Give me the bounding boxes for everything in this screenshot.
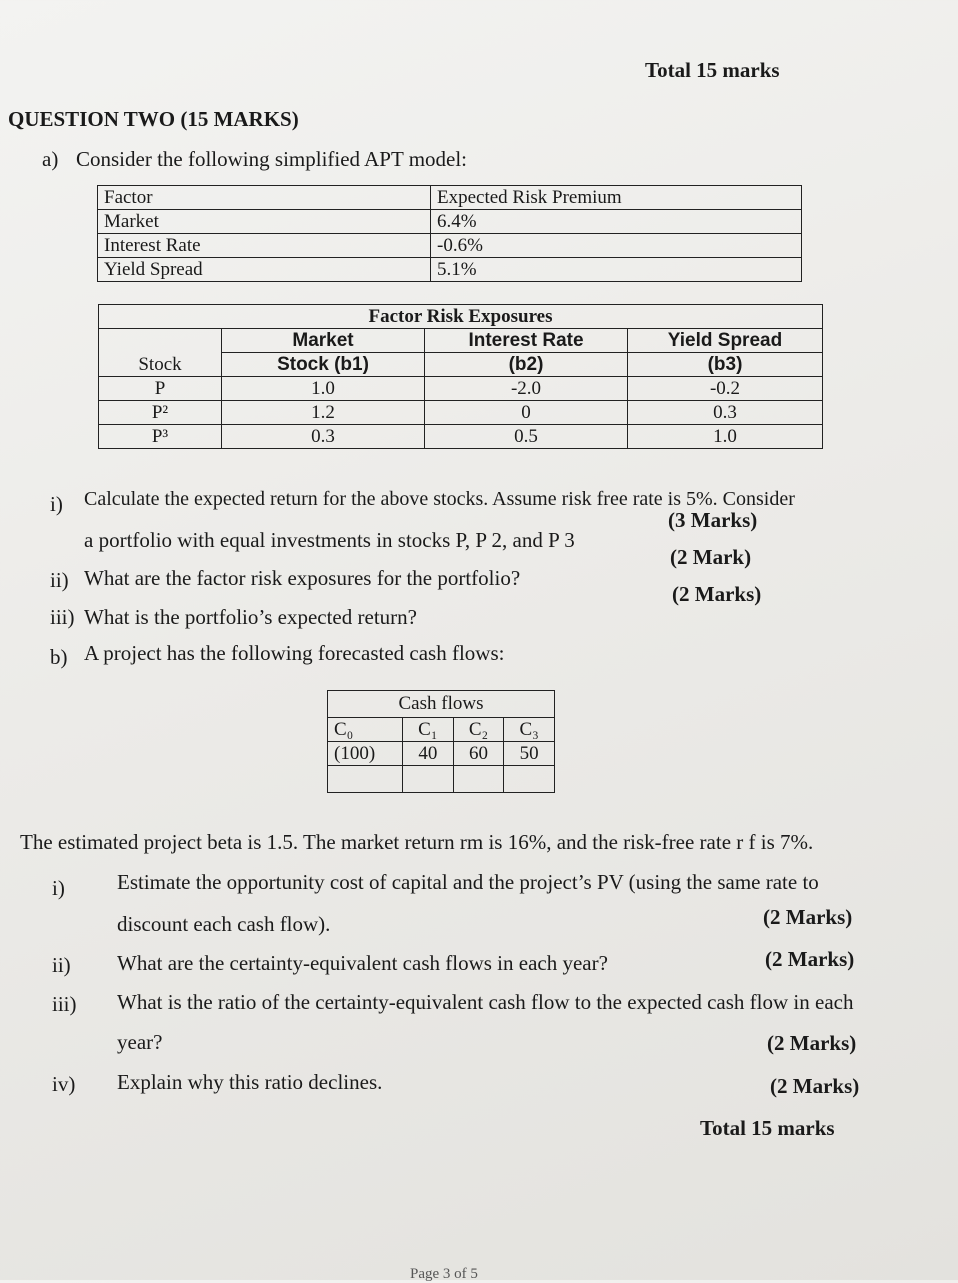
table-cell: 0.3 (628, 401, 823, 425)
table-cell: 1.0 (222, 377, 425, 401)
table-row (328, 718, 555, 742)
q-b-iv-label: iv) (52, 1072, 76, 1096)
table-cell (453, 766, 504, 793)
q-b-i-label: i) (52, 876, 65, 900)
risk-premium-table (97, 185, 802, 282)
q-a-iii-text: What is the portfolio’s expected return? (84, 605, 417, 629)
cash-flows-title: Cash flows (328, 691, 555, 718)
q-b-iii-marks: (2 Marks) (767, 1031, 857, 1055)
col-header-interest: Interest Rate (425, 329, 628, 353)
table-cell: P³ (99, 425, 222, 449)
table-row (99, 425, 823, 449)
table-cell: 5.1% (431, 258, 802, 282)
q-a-i-marks: (3 Marks) (668, 508, 758, 532)
table-cell: Yield Spread (98, 258, 431, 282)
exposure-table-title: Factor Risk Exposures (99, 305, 823, 329)
table-cell: 0.3 (222, 425, 425, 449)
q-a-i-line1: Calculate the expected return for the above stocks. Assume risk free rate is 5%. Consider (84, 488, 795, 510)
table-header-cell: Expected Risk Premium (431, 186, 802, 210)
q-b-i-line2: discount each cash flow). (117, 912, 331, 936)
table-cell (403, 766, 454, 793)
q-b-iv-line1: Explain why this ratio declines. (117, 1070, 383, 1094)
table-row (99, 377, 823, 401)
q-b-iii-line2: year? (117, 1030, 163, 1054)
part-b-intro: A project has the following forecasted cash flows: (84, 641, 505, 665)
part-b-statement: The estimated project beta is 1.5. The market return rm is 16%, and the risk-free rate r f is 7%. (20, 830, 814, 854)
q-a-iii-marks: (2 Marks) (672, 582, 762, 606)
table-row (98, 210, 802, 234)
table-header-cell: Factor (98, 186, 431, 210)
page-number: Page 3 of 5 (410, 1266, 478, 1282)
table-cell: (100) (328, 742, 403, 766)
part-b-label: b) (50, 645, 68, 669)
col-subheader-market: Stock (b1) (222, 353, 425, 377)
table-row (328, 742, 555, 766)
q-b-iv-marks: (2 Marks) (770, 1074, 860, 1098)
q-a-ii-marks: (2 Mark) (670, 545, 752, 569)
table-cell: P² (99, 401, 222, 425)
q-b-i-marks: (2 Marks) (763, 905, 853, 929)
table-cell: 50 (504, 742, 555, 766)
table-cell: 1.0 (628, 425, 823, 449)
table-header-cell: C₂ (453, 718, 504, 742)
col-header-yield: Yield Spread (628, 329, 823, 353)
q-a-ii-text: What are the factor risk exposures for the portfolio? (84, 566, 521, 590)
col-subheader-interest: (b2) (425, 353, 628, 377)
table-row (98, 258, 802, 282)
table-cell: P (99, 377, 222, 401)
part-a-label: a) (42, 147, 59, 171)
table-header-cell: C₁ (403, 718, 454, 742)
q-b-i-line1: Estimate the opportunity cost of capital and the project’s PV (using the same rate to (117, 870, 819, 894)
table-row (328, 766, 555, 793)
table-row (99, 329, 823, 353)
part-a-intro: Consider the following simplified APT model: (76, 147, 468, 171)
table-cell: 60 (453, 742, 504, 766)
q-b-iii-line1: What is the ratio of the certainty-equivalent cash flow to the expected cash flow in each (117, 990, 854, 1014)
table-cell: -0.6% (431, 234, 802, 258)
table-cell (328, 766, 403, 793)
col-header-market: Market (222, 329, 425, 353)
question-title: QUESTION TWO (15 MARKS) (8, 107, 299, 131)
table-cell: Market (98, 210, 431, 234)
header-total-marks: Total 15 marks (645, 58, 780, 82)
table-cell (504, 766, 555, 793)
col-subheader-yield: (b3) (628, 353, 823, 377)
table-cell: 1.2 (222, 401, 425, 425)
factor-exposure-table (98, 304, 823, 449)
table-row (98, 234, 802, 258)
col-header-stock: Stock (99, 329, 222, 377)
table-cell: 40 (403, 742, 454, 766)
table-row (328, 691, 555, 718)
q-b-ii-line1: What are the certainty-equivalent cash flows in each year? (117, 951, 608, 975)
table-row (99, 401, 823, 425)
q-b-iii-label: iii) (52, 992, 77, 1016)
q-b-ii-label: ii) (52, 953, 71, 977)
table-row (99, 305, 823, 329)
table-cell: Interest Rate (98, 234, 431, 258)
table-cell: 0.5 (425, 425, 628, 449)
table-cell: 0 (425, 401, 628, 425)
table-cell: 6.4% (431, 210, 802, 234)
q-a-i-label: i) (50, 492, 63, 516)
table-header-cell: C₀ (328, 718, 403, 742)
table-cell: -0.2 (628, 377, 823, 401)
q-b-ii-marks: (2 Marks) (765, 947, 855, 971)
q-a-ii-label: ii) (50, 568, 69, 592)
table-cell: -2.0 (425, 377, 628, 401)
cash-flows-table (327, 690, 555, 793)
q-a-iii-label: iii) (50, 605, 75, 629)
footer-total-marks: Total 15 marks (700, 1116, 835, 1140)
table-row (98, 186, 802, 210)
q-a-i-line2: a portfolio with equal investments in stocks P, P 2, and P 3 (84, 528, 575, 552)
table-header-cell: C₃ (504, 718, 555, 742)
